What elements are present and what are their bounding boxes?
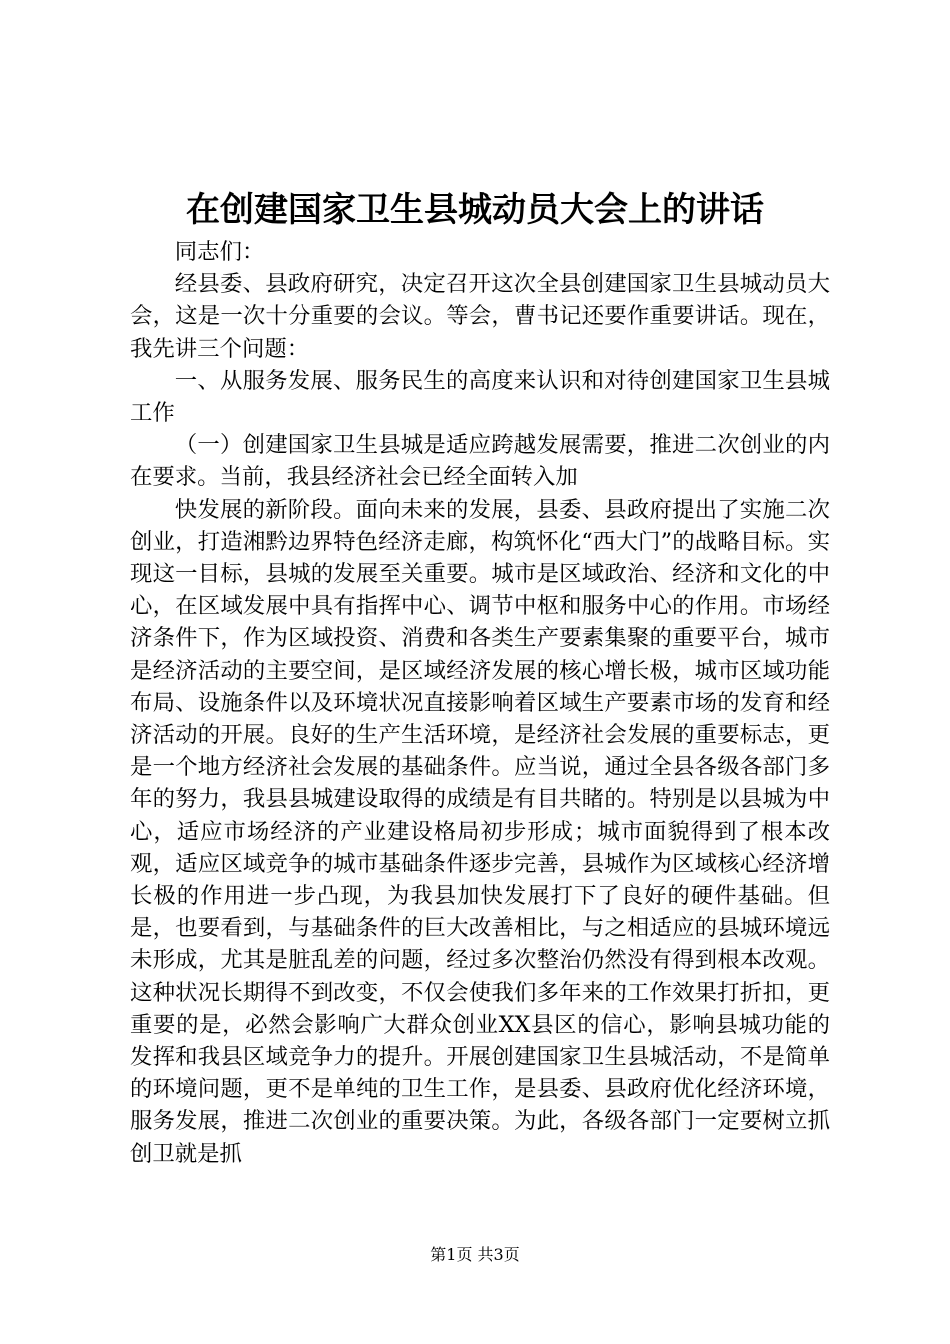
intro-paragraph: 经县委、县政府研究，决定召开这次全县创建国家卫生县城动员大会，这是一次十分重要的会议。等会，曹书记还要作重要讲话。现在，我先讲三个问题： xyxy=(130,271,830,362)
subsection-heading-1: （一）创建国家卫生县城是适应跨越发展需要，推进二次创业的内在要求。当前，我县经济社会已经全面转入加 xyxy=(130,432,830,491)
section-heading-1: 一、从服务发展、服务民生的高度来认识和对待创建国家卫生县城工作 xyxy=(130,367,830,427)
document-title: 在创建国家卫生县城动员大会上的讲话 xyxy=(186,190,764,230)
page-number-footer: 第1页 共3页 xyxy=(430,1245,520,1264)
body-paragraph: 快发展的新阶段。面向未来的发展，县委、县政府提出了实施二次创业，打造湘黔边界特色经济走廊，构筑怀化“西大门”的战略目标。实现这一目标，县城的发展至关重要。城市是区域政治、经济和文化的中心，在区域发展中具有指挥中心、调节中枢和服务中心的作用。市场经济条件下，作为区域投资、消费和各类生产要素集聚的重要平台，城市是经济活动的主要空间，是区域经济发展的核心增长极，城市区域功能布局、设施条件以及环境状况直接影响着区域生产要素市场的发育和经济活动的开展。良好的生产生活环境，是经济社会发展的重要标志，更是一个地方经济社会发展的基础条件。应当说，通过全县各级各部门多年的努力，我县县城建设取得的成绩是有目共睹的。特别是以县城为中心，适应市场经济的产业建设格局初步形成；城市面貌得到了根本改观，适应区域竞争的城市基础条件逐步完善，县城作为区域核心经济增长极的作用进一步凸现，为我县加快发展打下了良好的硬件基础。但是，也要看到，与基础条件的巨大改善相比，与之相适应的县城环境远未形成，尤其是脏乱差的问题，经过多次整治仍然没有得到根本改观。这种状况长期得不到改变，不仅会使我们多年来的工作效果打折扣，更重要的是，必然会影响广大群众创业XX县区的信心，影响县城功能的发挥和我县区域竞争力的提升。开展创建国家卫生县城活动，不是简单的环境问题，更不是单纯的卫生工作，是县委、县政府优化经济环境，服务发展，推进二次创业的重要决策。为此，各级各部门一定要树立抓创卫就是抓 xyxy=(130,496,830,1167)
salutation-paragraph: 同志们： xyxy=(174,239,265,265)
document-body xyxy=(130,236,830,1170)
